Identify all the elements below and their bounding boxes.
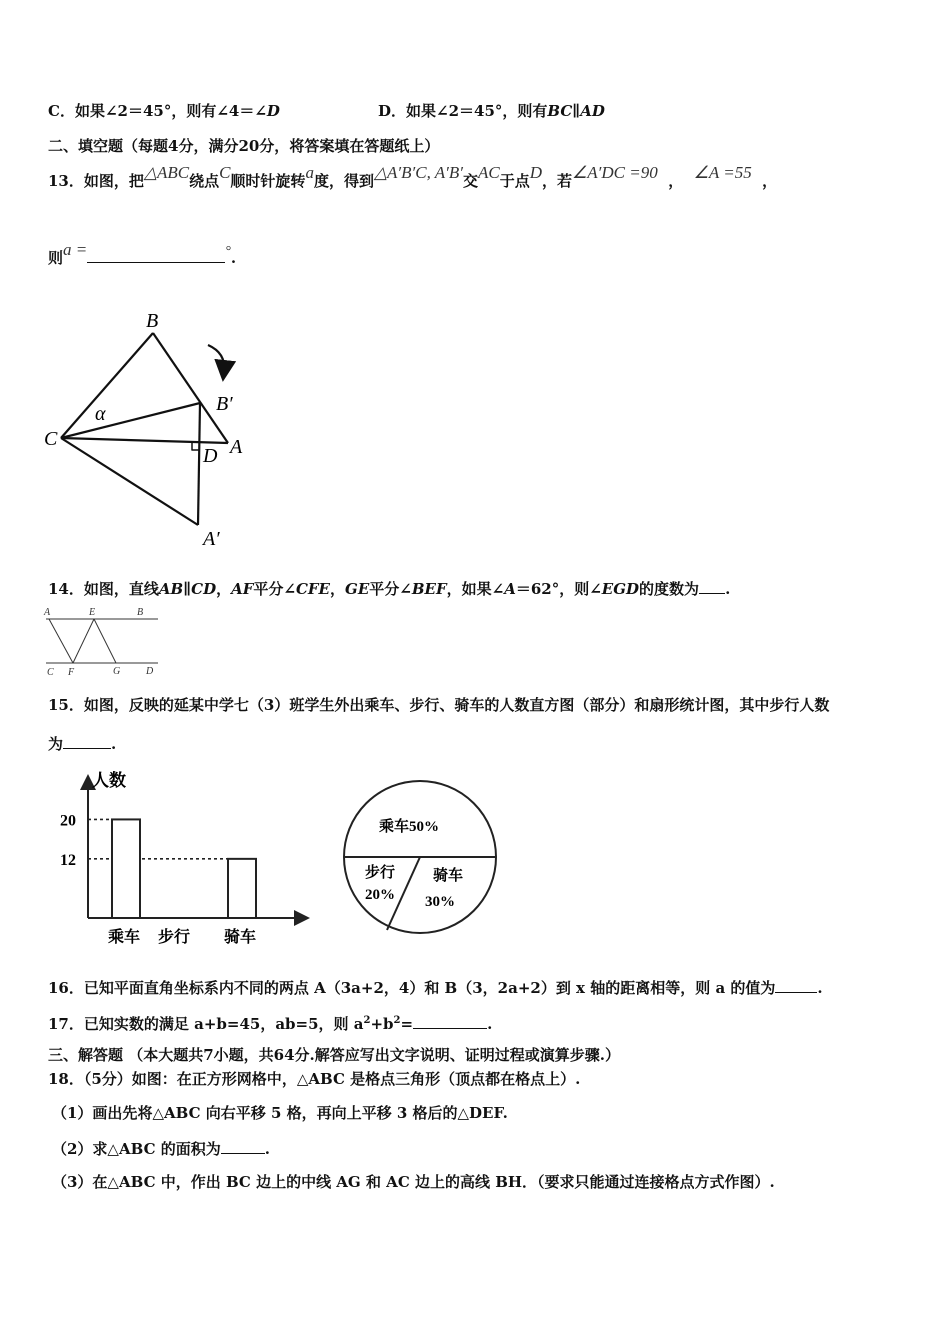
q15-line2: 为 . xyxy=(48,732,116,755)
q12-option-c: C．如果∠2＝45°，则有∠4＝∠D xyxy=(48,102,280,120)
label-g: G xyxy=(113,666,121,677)
pie-label-walk-pct: 20% xyxy=(365,887,395,903)
q18-part2: （2）求△ABC 的面积为 . xyxy=(52,1137,270,1160)
label-bprime: B′ xyxy=(216,393,233,415)
q14-answer-blank[interactable] xyxy=(699,577,725,594)
section3-heading: 三、解答题 （本大题共7小题，共64分.解答应写出文字说明、证明过程或演算步骤.） xyxy=(48,1046,620,1064)
pie-label-bike: 骑车 xyxy=(433,868,464,884)
segment-cbprime xyxy=(61,403,200,438)
category-label: 骑车 xyxy=(224,929,257,946)
q18-stem: 18．（5分）如图：在正方形网格中，△ABC 是格点三角形（顶点都在格点上）. xyxy=(48,1070,581,1088)
q16-question: 16．已知平面直角坐标系内不同的两点 A（3a+2，4）和 B（3，2a+2）到 x 轴的距离相等，则 a 的值为 . xyxy=(48,976,823,999)
label-a: A xyxy=(44,607,51,618)
section2-heading: 二、填空题（每题4分，满分20分，将答案填在答题纸上） xyxy=(48,137,440,155)
q12-option-d: D．如果∠2＝45°，则有BC∥AD xyxy=(378,102,605,120)
label-f: F xyxy=(68,667,75,678)
q17-answer-blank[interactable] xyxy=(413,1012,487,1029)
rotation-arrow xyxy=(208,345,224,371)
bar-2 xyxy=(228,859,256,918)
q18-answer-blank[interactable] xyxy=(221,1137,265,1154)
q18-part1: （1）画出先将△ABC 向右平移 5 格，再向上平移 3 格后的△DEF. xyxy=(52,1104,508,1122)
label-c: C xyxy=(44,428,58,450)
q15-line1: 15．如图，反映的延某中学七（3）班学生外出乘车、步行、骑车的人数直方图（部分）和扇形统计图，其中步行人数 xyxy=(48,696,830,714)
label-d: D xyxy=(146,666,154,677)
q15-bar-chart xyxy=(40,760,330,960)
segment-bc xyxy=(61,333,153,438)
pie-label-walk: 步行 xyxy=(365,865,396,881)
label-a: A xyxy=(230,436,243,458)
label-c: C xyxy=(47,667,54,678)
pie-label-bus: 乘车50% xyxy=(379,819,440,835)
category-label: 乘车 xyxy=(108,929,141,946)
y-axis-label: 人数 xyxy=(92,771,126,790)
q14-question: 14．如图，直线AB∥CD，AF平分∠CFE，GE平分∠BEF，如果∠A＝62°，则∠EGD的度数为 . xyxy=(48,577,730,600)
label-aprime: A′ xyxy=(203,528,220,550)
bar-0 xyxy=(112,819,140,918)
category-label: 步行 xyxy=(158,929,191,946)
label-b: B xyxy=(146,310,159,332)
y-tick-label: 20 xyxy=(60,812,76,830)
label-d: D xyxy=(203,445,218,467)
q14-parallel-lines-figure xyxy=(40,605,165,680)
segment-bprime-aprime xyxy=(198,403,200,525)
y-tick-label: 12 xyxy=(60,851,76,869)
label-b: B xyxy=(137,607,144,618)
label-e: E xyxy=(89,607,96,618)
pie-label-bike-pct: 30% xyxy=(425,894,455,910)
q13-answer-blank[interactable] xyxy=(87,246,225,263)
q13-line2: 则a = °. xyxy=(48,240,237,267)
q17-question: 17．已知实数的满足 a+b=45，ab=5，则 $a^2+b^2=$ . xyxy=(48,1010,492,1035)
q15-pie-chart xyxy=(335,775,510,950)
q13-line1: 13．如图，把△ABC绕点C顺时针旋转a度，得到△A′B′C, A′B′交AC于点D，若∠A′DC =90 ， ∠A =55 ， xyxy=(48,163,778,190)
q18-part3: （3）在△ABC 中，作出 BC 边上的中线 AG 和 AC 边上的高线 BH．（要求只能通过连接格点方式作图）. xyxy=(52,1173,775,1191)
segment-ca xyxy=(61,438,228,443)
label-alpha: α xyxy=(95,403,106,425)
segment-caprime xyxy=(61,438,198,525)
q13-rotation-figure xyxy=(40,305,260,555)
q15-answer-blank[interactable] xyxy=(63,732,111,749)
q16-answer-blank[interactable] xyxy=(775,976,817,993)
